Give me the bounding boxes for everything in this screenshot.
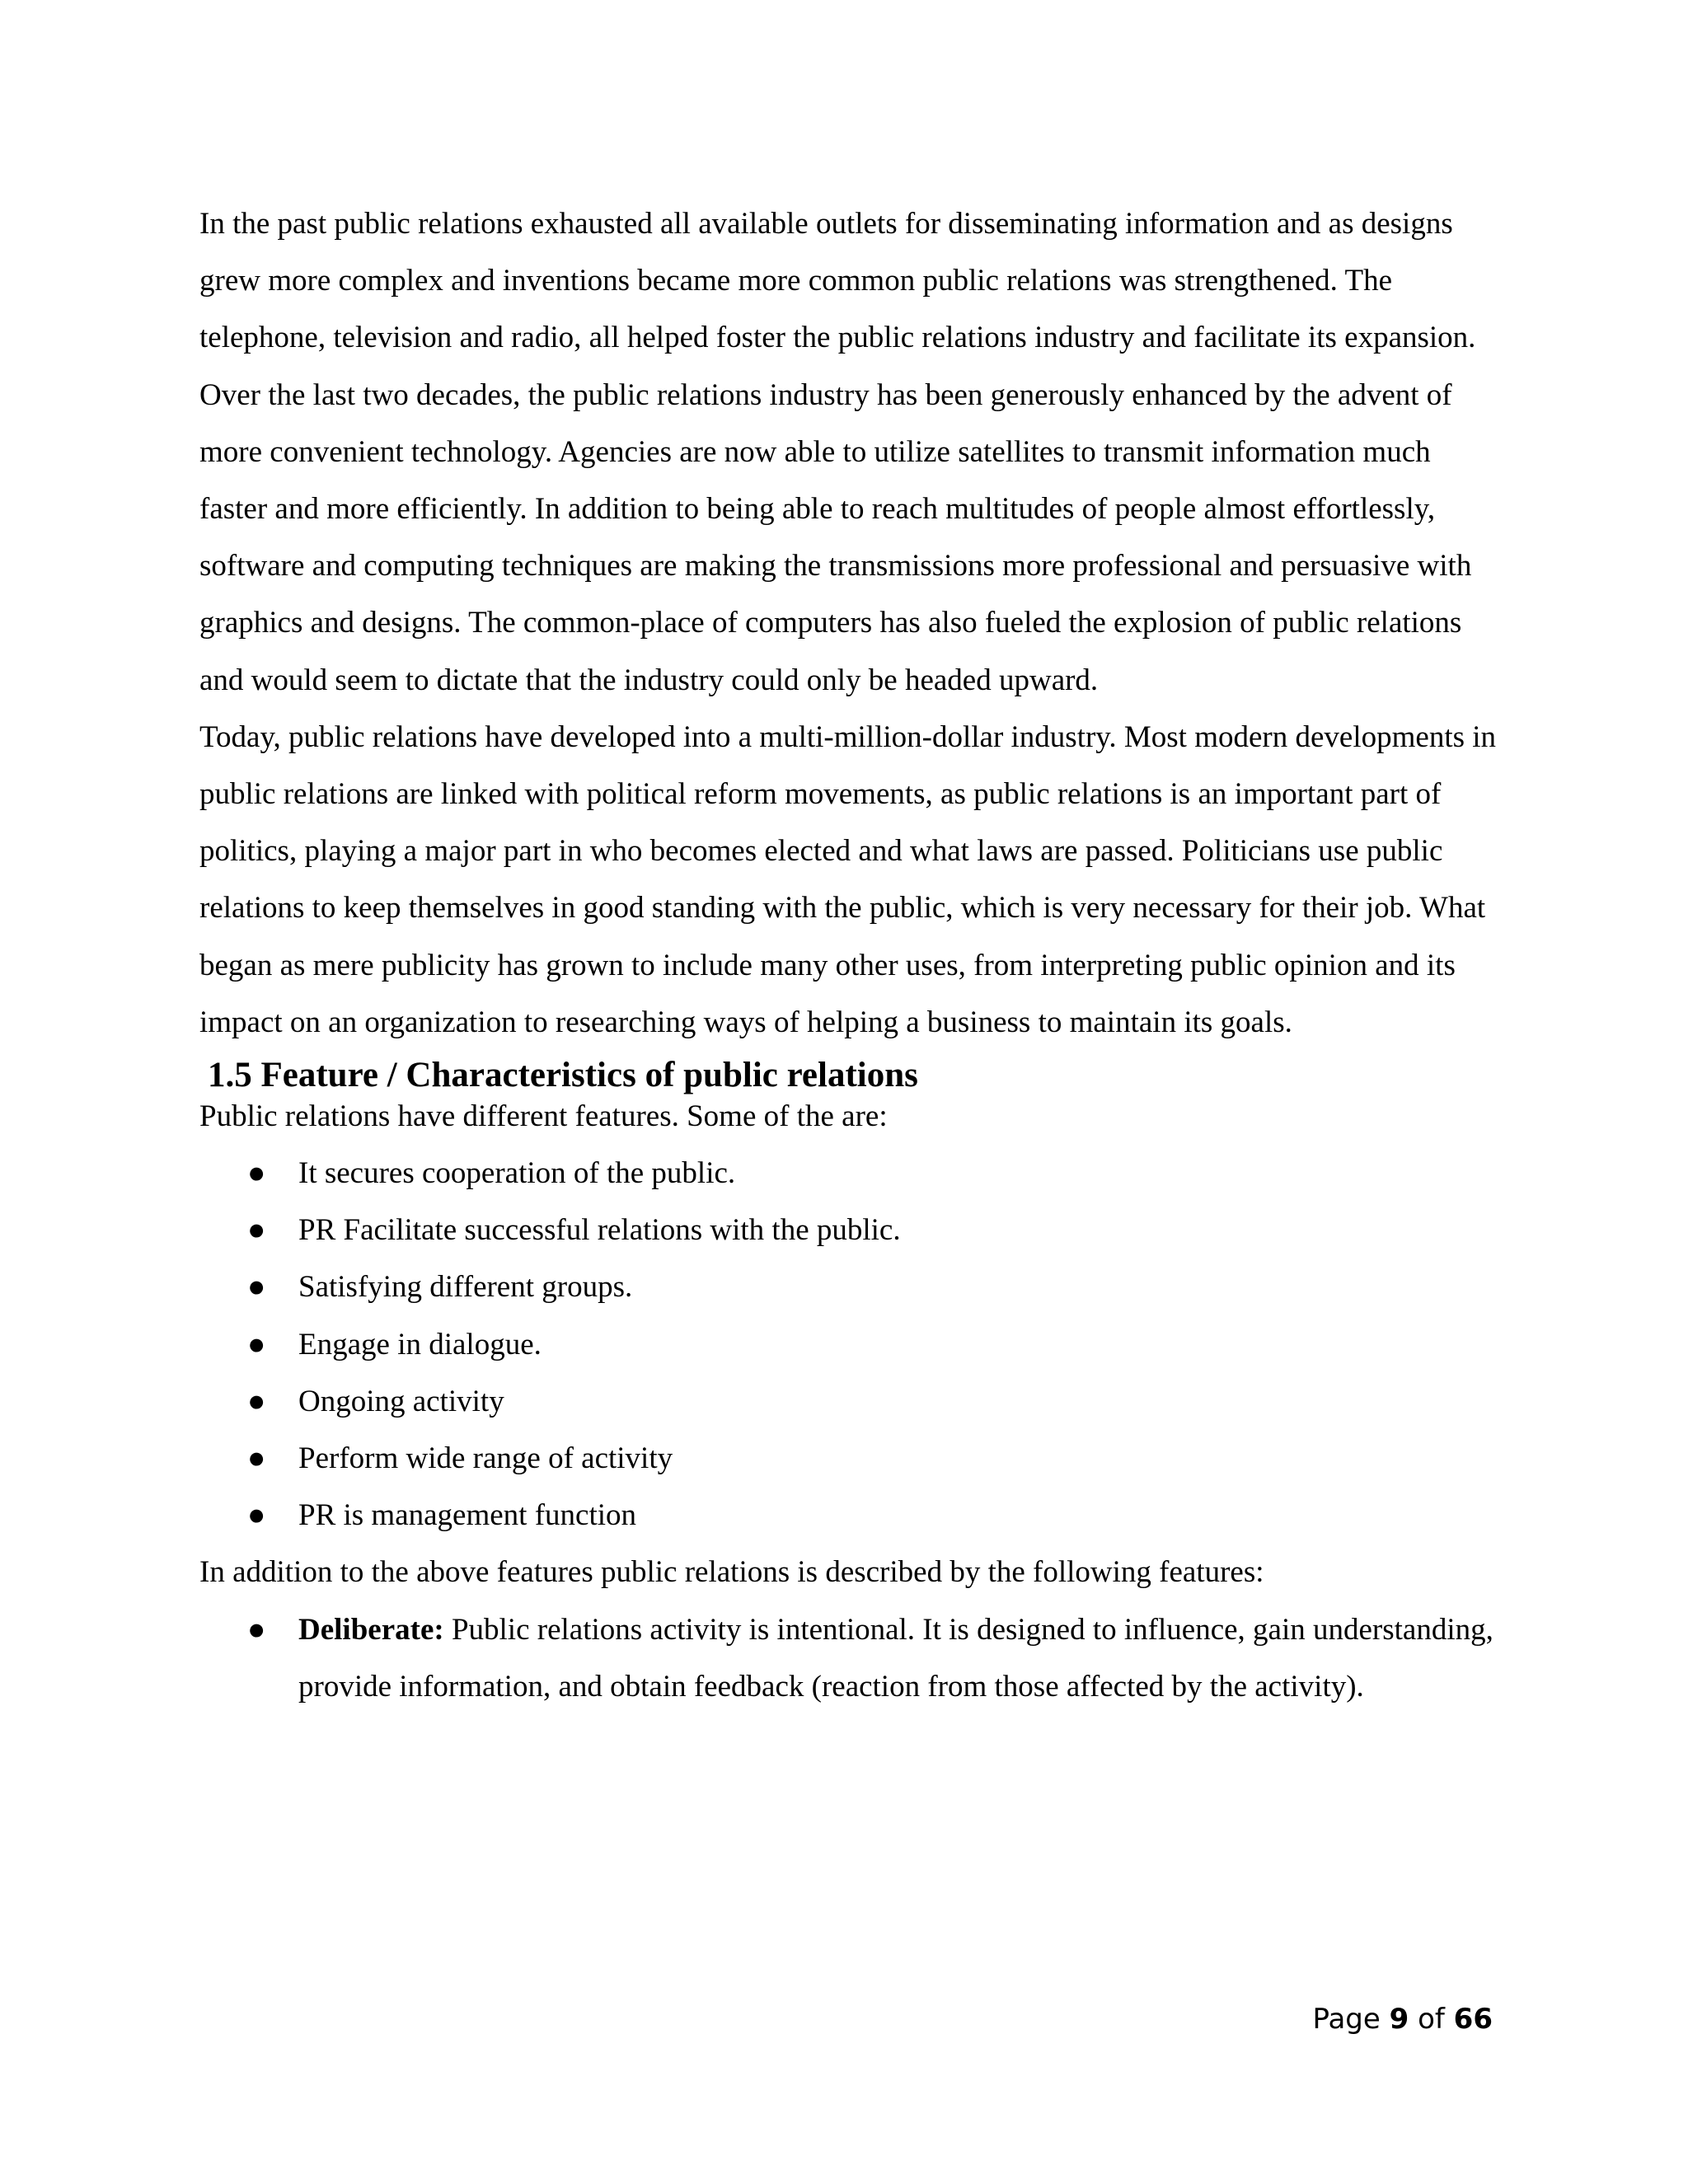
additional-feature-list <box>199 1601 1502 1715</box>
of-word: of <box>1418 2003 1445 2036</box>
feature-list <box>199 1145 1502 1544</box>
bullet-icon: ● <box>247 1270 266 1305</box>
list-item <box>199 1316 1502 1373</box>
list-item <box>199 1373 1502 1430</box>
list-item <box>199 1601 1502 1715</box>
bullet-icon: ● <box>247 1384 266 1418</box>
current-page-number: 9 <box>1389 2003 1409 2036</box>
page-body <box>199 195 1502 1715</box>
list-item-text: Satisfying different groups. <box>298 1270 633 1305</box>
section-intro: Public relations have different features. Some of the are: <box>199 1099 888 1134</box>
page-word: Page <box>1312 2003 1381 2036</box>
list-item-text: PR Facilitate successful relations with the public. <box>298 1213 901 1248</box>
list-item <box>199 1258 1502 1315</box>
list-item <box>199 1145 1502 1202</box>
total-pages-number: 66 <box>1453 2003 1493 2036</box>
list-item-text: Perform wide range of activity <box>298 1441 673 1476</box>
page-footer <box>1312 2001 1493 2037</box>
bullet-icon: ● <box>247 1498 266 1533</box>
list-item-text: It secures cooperation of the public. <box>298 1156 736 1191</box>
paragraph-history: In the past public relations exhausted all available outlets for disseminating information and as designs grew more complex and inventions became more common public relations was strengthened. The telephone, television and radio, all helped foster the public relations industry and facilitate its expansion. <box>199 207 1476 355</box>
bullet-icon: ● <box>247 1441 266 1476</box>
bullet-icon: ● <box>247 1327 266 1361</box>
list-item <box>199 1202 1502 1258</box>
list-item-text: PR is management function <box>298 1498 637 1533</box>
bullet-icon: ● <box>247 1612 266 1647</box>
feature-description: Public relations activity is intentional. It is designed to influence, gain understanding, provide information, and obtain feedback (reaction from those affected by the activity). <box>298 1612 1493 1704</box>
list-item-text: Ongoing activity <box>298 1384 504 1418</box>
feature-term: Deliberate: <box>298 1612 444 1647</box>
list-item <box>199 1430 1502 1487</box>
bullet-icon: ● <box>247 1213 266 1248</box>
list-item-text: Engage in dialogue. <box>298 1327 542 1361</box>
paragraph-today: Today, public relations have developed into a multi-million-dollar industry. Most modern developments in public relations are linked with political reform movements, as public relations is an important part of politics, playing a major part in who becomes elected and what laws are passed. Politicians use public relations to keep themselves in good standing with the public, which is very necessary for their job. What began as mere publicity has grown to include many other uses, from interpreting public opinion and its impact on an organization to researching ways of helping a business to maintain its goals. <box>199 719 1497 1039</box>
additional-features-intro: In addition to the above features public relations is described by the following features: <box>199 1555 1264 1590</box>
section-heading: 1.5 Feature / Characteristics of public relations <box>208 1056 918 1095</box>
list-item <box>199 1487 1502 1544</box>
paragraph-technology: Over the last two decades, the public relations industry has been generously enhanced by the advent of more convenient technology. Agencies are now able to utilize satellites to transmit information much faster and more efficiently. In addition to being able to reach multitudes of people almost effortlessly, software and computing techniques are making the transmissions more professional and persuasive with graphics and designs. The common-place of computers has also fueled the explosion of public relations and would seem to dictate that the industry could only be headed upward. <box>199 377 1472 697</box>
bullet-icon: ● <box>247 1156 266 1191</box>
